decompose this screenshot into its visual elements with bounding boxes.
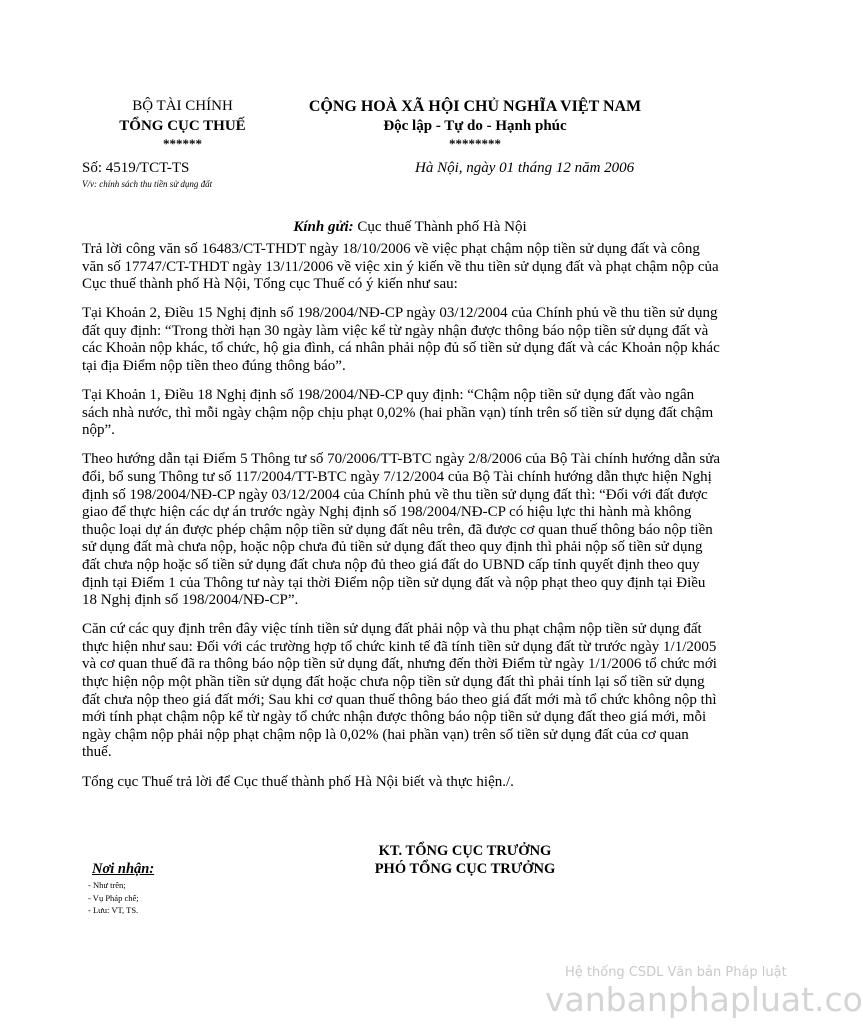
- body-paragraph: Tại Khoản 1, Điều 18 Nghị định số 198/2004/NĐ-CP quy định: “Chậm nộp tiền sử dụng đất vào ngân sách nhà nước, thì mỗi ngày chậm nộp chịu phạt 0,02% (hai phần vạn) tính trên số tiền sử dụng đất chậm nộp”.: [82, 387, 714, 439]
- recipient-name: Cục thuế Thành phố Hà Nội: [353, 219, 527, 235]
- body-paragraph: Trả lời công văn số 16483/CT-THDT ngày 18/10/2006 về việc phạt chậm nộp tiền sử dụng đất và công văn số 17747/CT-THDT ngày 13/11/2006 về việc xin ý kiến về thu tiền sử dụng đất và phạt chậm nộp của Cục thuế thành phố Hà Nội, Tổng cục Thuế có ý kiến như sau:: [82, 241, 719, 293]
- national-separator: ********: [449, 136, 501, 151]
- body-paragraph: Tại Khoản 2, Điều 15 Nghị định số 198/2004/NĐ-CP ngày 03/12/2004 của Chính phủ về thu tiền sử dụng đất quy định: “Trong thời hạn 30 ngày làm việc kể từ ngày nhận được thông báo nộp tiền sử dụng đất và các Khoản nộp khác, tổ chức, hộ gia đình, cá nhân phải nộp đủ số tiền sử dụng đất và các Khoản nộp khác tại địa Điểm nộp tiền theo đúng thông báo”.: [82, 305, 720, 375]
- document-number: Số: 4519/TCT-TS: [82, 160, 190, 176]
- watermark-caption: Hệ thống CSDL Văn bản Pháp luật: [565, 965, 787, 980]
- watermark-site: vanbanphapluat.co: [545, 980, 863, 1019]
- org-separator: ******: [163, 136, 202, 151]
- signature-subtitle: PHÓ TỔNG CỤC TRƯỞNG: [374, 861, 556, 877]
- national-motto: Độc lập - Tự do - Hạnh phúc: [383, 118, 567, 134]
- recipients-heading: Nơi nhận:: [92, 861, 155, 877]
- place-date: Hà Nội, ngày 01 tháng 12 năm 2006: [415, 160, 635, 176]
- org-department: TỔNG CỤC THUẾ: [119, 118, 246, 134]
- document-body: [82, 241, 722, 803]
- recipient-label: Kính gửi:: [293, 219, 354, 235]
- signature-title: KT. TỔNG CỤC TRƯỞNG: [378, 843, 552, 859]
- body-paragraph: Theo hướng dẫn tại Điểm 5 Thông tư số 70/2006/TT-BTC ngày 2/8/2006 của Bộ Tài chính hướng dẫn sửa đổi, bổ sung Thông tư số 117/2004/TT-BTC ngày 7/12/2004 của Bộ Tài chính hướng dẫn thực hiện Nghị định số 198/2004/NĐ-CP ngày 03/12/2004 của Chính phủ về thu tiền sử dụng đất thì: “Đối với đất được giao để thực hiện các dự án trước ngày Nghị định số 198/2004/NĐ-CP có hiệu lực thi hành mà không thuộc loại dự án được phép chậm nộp tiền sử dụng đất nêu trên, đã được cơ quan thuế thông báo nộp tiền sử dụng đất mà chưa nộp, hoặc nộp chưa đủ tiền sử dụng đất theo quy định thì phải nộp số tiền sử dụng đất chưa nộp hoặc số tiền sử dụng đất chưa nộp đủ theo giá đất do UBND cấp tỉnh quyết định theo quy định tại Điểm 1 của Thông tư này tại thời Điểm nộp tiền sử dụng đất và nộp phạt theo quy định tại Điều 18 Nghị định số 198/2004/NĐ-CP”.: [82, 451, 721, 609]
- body-paragraph: Tổng cục Thuế trả lời để Cục thuế thành phố Hà Nội biết và thực hiện./.: [82, 773, 514, 790]
- recipients-item: - Lưu: VT, TS.: [88, 905, 139, 915]
- recipient-line: [250, 219, 570, 236]
- recipients-item: - Như trên;: [88, 880, 126, 890]
- recipients-item: - Vụ Pháp chế;: [88, 892, 139, 903]
- national-title: CỘNG HOÀ XÃ HỘI CHỦ NGHĨA VIỆT NAM: [308, 98, 642, 115]
- recipients-list: [88, 879, 139, 917]
- document-subject: V/v: chính sách thu tiền sử dụng đất: [82, 179, 213, 189]
- body-paragraph: Căn cứ các quy định trên đây việc tính tiền sử dụng đất phải nộp và thu phạt chậm nộp tiền sử dụng đất thực hiện như sau: Đối với các trường hợp tổ chức kinh tế đã tính tiền sử dụng đất từ trước ngày 1/1/2005 và cơ quan thuế đã ra thông báo nộp tiền sử dụng đất, nhưng đến thời Điểm từ ngày 1/1/2006 tổ chức mới thực hiện nộp một phần tiền sử dụng đất hoặc chưa nộp tiền sử dụng đất thì phải tính lại số tiền sử dụng đất chưa nộp theo giá đất mới; Sau khi cơ quan thuế thông báo theo giá đất mới mà tổ chức không nộp thì mới tính phạt chậm nộp kể từ ngày tổ chức nhận được thông báo nộp tiền sử dụng đất theo giá mới, mỗi ngày chậm nộp phải nộp phạt chậm nộp là 0,02% (hai phần vạn) trên số tiền sử dụng đất của cơ quan thuế.: [82, 621, 717, 761]
- org-ministry: BỘ TÀI CHÍNH: [132, 98, 233, 114]
